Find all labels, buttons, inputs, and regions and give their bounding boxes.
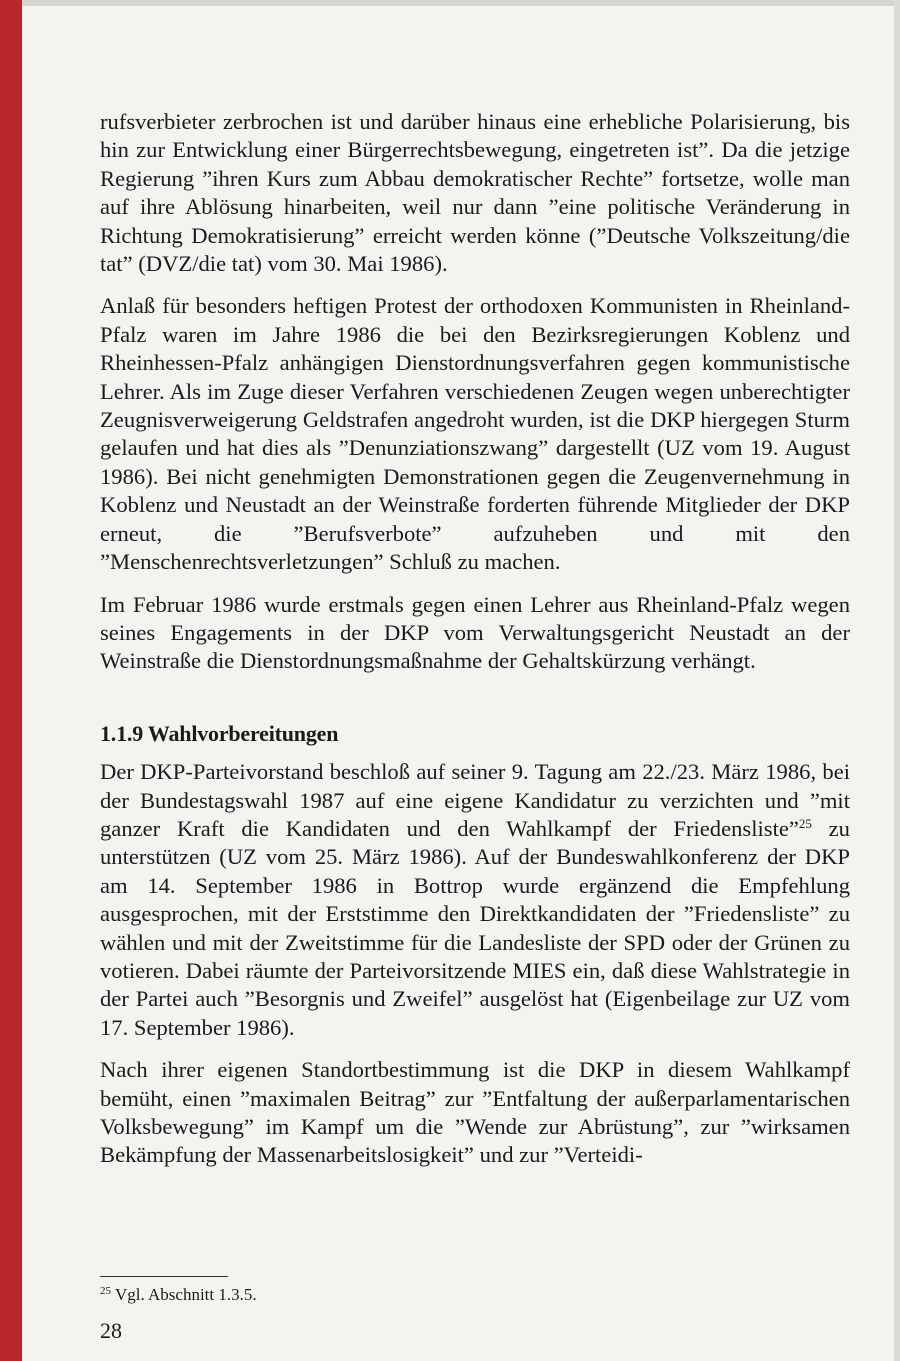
footnote-reference: 25	[798, 815, 812, 831]
paragraph-continuation: rufsverbieter zerbrochen ist und darüber hinaus eine erhebliche Polarisierung, bis hin zur Entwicklung einer Bürgerrechtsbewegung, eingetreten ist”. Da die jetzige Regierung ”ihren Kurs zum Abbau demokratischer Rechte” fortsetze, wolle man auf ihre Ablösung hinarbeiten, weil nur dann ”eine politische Veränderung in Richtung Demokratisierung” erreicht werden könne (”Deutsche Volkszeitung/die tat” (DVZ/die tat) vom 30. Mai 1986).	[100, 109, 850, 277]
section-heading: 1.1.9 Wahlvorbereitungen	[100, 720, 339, 746]
paragraph-party-board-text-b: zu unterstützen (UZ vom 25. März 1986). Auf der Bundeswahlkonferenz der DKP am 14. September 1986 in Bottrop wurde ergänzend die Empfehlung ausgesprochen, mit der Erststimme den Direktkandidaten der ”Friedensliste” zu wählen und mit der Zweitstimme für die Landesliste der SPD oder der Grünen zu votieren. Dabei räumte der Parteivorsitzende MIES ein, daß diese Wahlstrategie in der Partei auch ”Besorgnis und Zweifel” ausgelöst hat (Eigenbeilage zur UZ vom 17. September 1986).	[100, 815, 850, 1040]
paragraph-election-campaign: Nach ihrer eigenen Standortbestimmung ist die DKP in diesem Wahlkampf bemüht, einen ”maximalen Beitrag” zur ”Entfaltung der außerparlamentarischen Volksbewegung” im Kampf um die ”Wende zur Abrüstung”, zur ”wirksamen Bekämpfung der Massenarbeitslosigkeit” und zur ”Verteidi-	[100, 1057, 850, 1168]
paragraph-party-board	[100, 758, 850, 1042]
footnote-number: 25	[100, 1285, 111, 1297]
footnote	[100, 1285, 257, 1305]
page-right-shadow	[894, 0, 900, 1361]
body-text	[100, 108, 850, 1184]
page-number: 28	[100, 1318, 122, 1343]
paragraph-february: Im Februar 1986 wurde erstmals gegen einen Lehrer aus Rheinland-Pfalz wegen seines Engagements in der DKP vom Verwaltungsgericht Neustadt an der Weinstraße die Dienstordnungsmaßnahme der Gehaltskürzung verhängt.	[100, 591, 850, 674]
paragraph-protest: Anlaß für besonders heftigen Protest der orthodoxen Kommunisten in Rheinland-Pfalz waren im Jahre 1986 die bei den Bezirksregierungen Koblenz und Rheinhessen-Pfalz anhängigen Dienstordnungsverfahren gegen kommunistische Lehrer. Als im Zuge dieser Verfahren verschiedenen Zeugen wegen unberechtigter Zeugnisverweigerung Geldstrafen angedroht wurden, ist die DKP hiergegen Sturm gelaufen und hat dies als ”Denunziationszwang” dargestellt (UZ vom 19. August 1986). Bei nicht genehmigten Demonstrationen gegen die Zeugenvernehmung in Koblenz und Neustadt an der Weinstraße forderten führende Mitglieder der DKP erneut, die ”Berufsverbote” aufzuheben und mit den ”Menschenrechtsverletzungen” Schluß zu machen.	[100, 293, 850, 575]
paragraph-party-board-text-a: Der DKP-Parteivorstand beschloß auf seiner 9. Tagung am 22./23. März 1986, bei der Bundestagswahl 1987 auf eine eigene Kandidatur zu verzichten und ”mit ganzer Kraft die Kandidaten und den Wahlkampf der Friedensliste”	[100, 759, 850, 841]
book-cover-edge	[0, 0, 22, 1361]
footnote-divider	[100, 1276, 228, 1277]
footnote-text: Vgl. Abschnitt 1.3.5.	[114, 1285, 257, 1304]
